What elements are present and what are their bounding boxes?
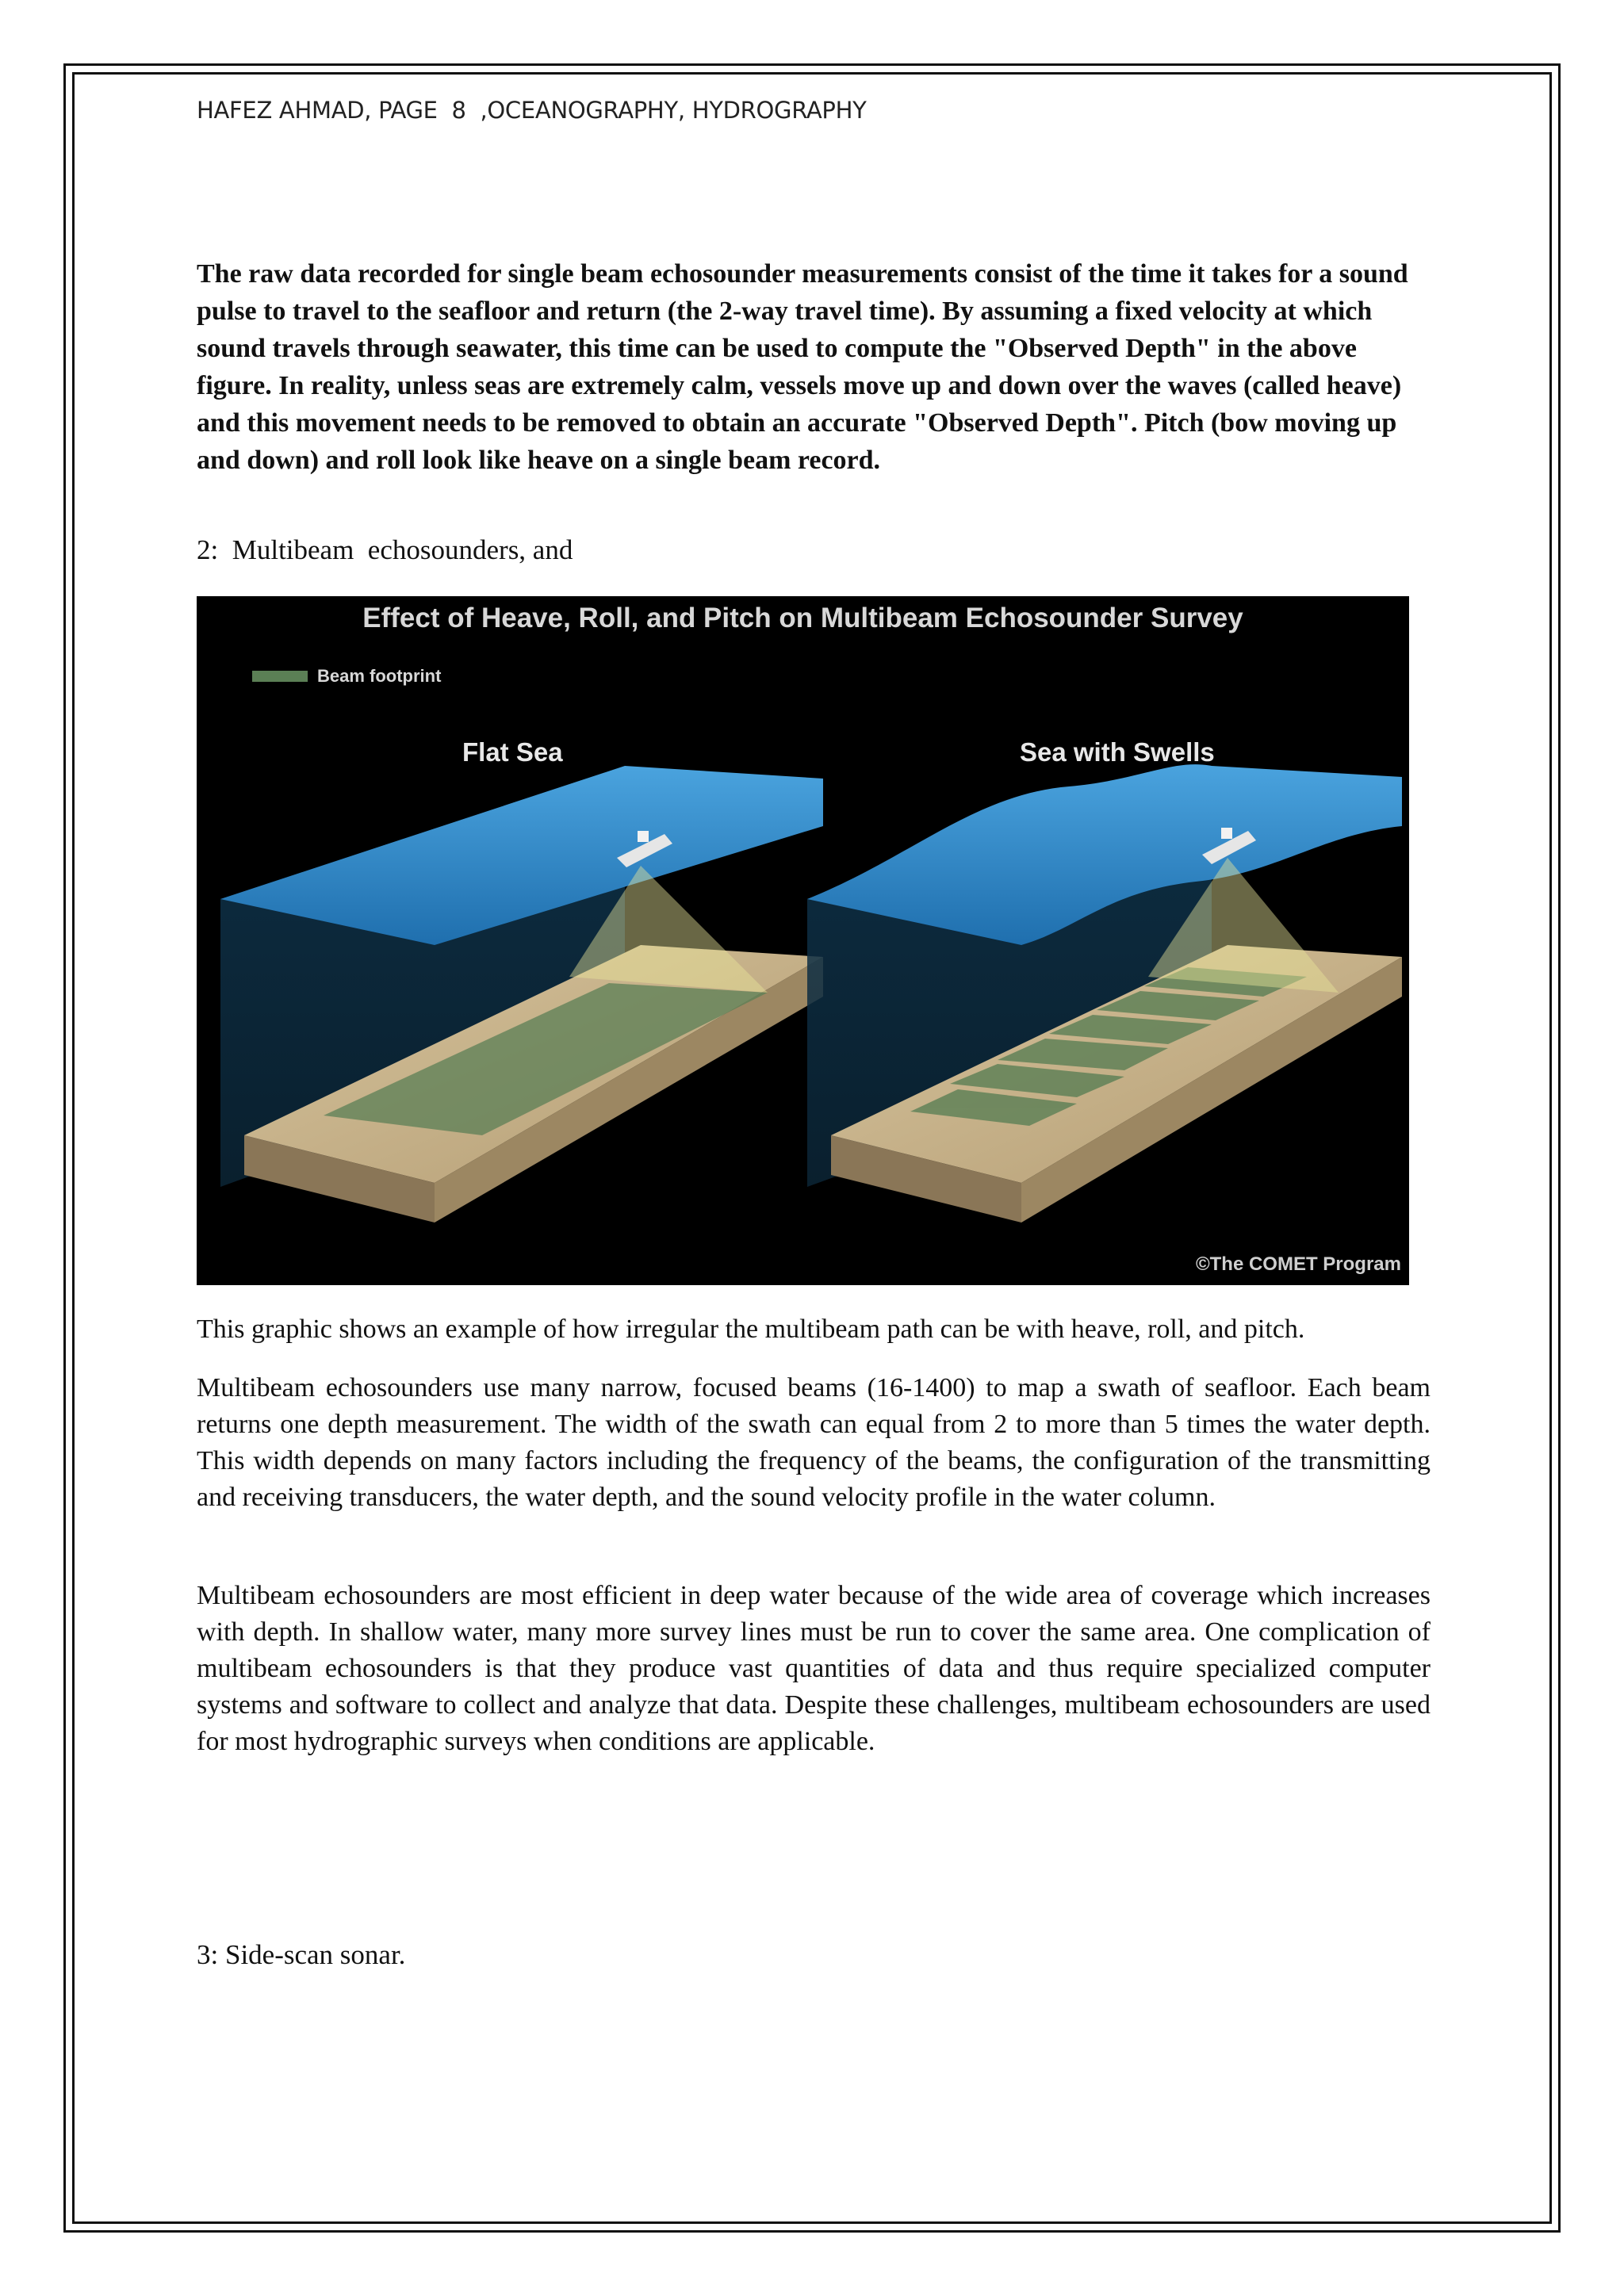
- page-header: HAFEZ AHMAD, PAGE 8 ,OCEANOGRAPHY, HYDROGRAPHY: [197, 97, 867, 124]
- legend-label: Beam footprint: [317, 666, 442, 686]
- figure-legend: [252, 666, 441, 687]
- figure-title: Effect of Heave, Roll, and Pitch on Multibeam Echosounder Survey: [362, 603, 1243, 633]
- figure-credit: ©The COMET Program: [1195, 1253, 1401, 1275]
- swell-sea-label: Sea with Swells: [1020, 737, 1215, 767]
- section-heading-side-scan: 3: Side-scan sonar.: [197, 1939, 406, 1970]
- flat-sea-block: [220, 766, 823, 1223]
- legend-swatch-footprint: [252, 671, 308, 682]
- flat-sea-label: Flat Sea: [462, 737, 563, 767]
- section-heading-multibeam: 2: Multibeam echosounders, and: [197, 534, 573, 565]
- figure-multibeam-heave-roll-pitch: [197, 596, 1409, 1285]
- flat-sea-surface: [220, 766, 823, 945]
- figure-caption: This graphic shows an example of how irregular the multibeam path can be with heave, roll, and pitch.: [197, 1314, 1305, 1344]
- figure-illustration: [197, 596, 1409, 1285]
- paragraph-multibeam-beams: Multibeam echosounders use many narrow, focused beams (16-1400) to map a swath of seafloor. Each beam returns one depth measurement. The width of the swath can equal from 2 to more than 5 times the water depth. This width depends on many factors including the frequency of the beams, the configuration of the transmitting and receiving transducers, the water depth, and the sound velocity profile in the water column.: [197, 1373, 1431, 1512]
- paragraph-multibeam-efficiency: Multibeam echosounders are most efficient in deep water because of the wide area of coverage which increases with depth. In shallow water, many more survey lines must be run to cover the same area. One complication of multibeam echosounders is that they produce vast quantities of data and thus require specialized computer systems and software to collect and analyze that data. Despite these challenges, multibeam echosounders are used for most hydrographic surveys when conditions are applicable.: [197, 1581, 1431, 1756]
- swell-sea-block: [807, 764, 1402, 1223]
- paragraph-single-beam: The raw data recorded for single beam echosounder measurements consist of the time it takes for a sound pulse to travel to the seafloor and return (the 2-way travel time). By assuming a fixed velocity at which sound travels through seawater, this time can be used to compute the "Observed Depth" in the above figure. In reality, unless seas are extremely calm, vessels move up and down over the waves (called heave) and this movement needs to be removed to obtain an accurate "Observed Depth". Pitch (bow moving up and down) and roll look like heave on a single beam record.: [197, 259, 1408, 475]
